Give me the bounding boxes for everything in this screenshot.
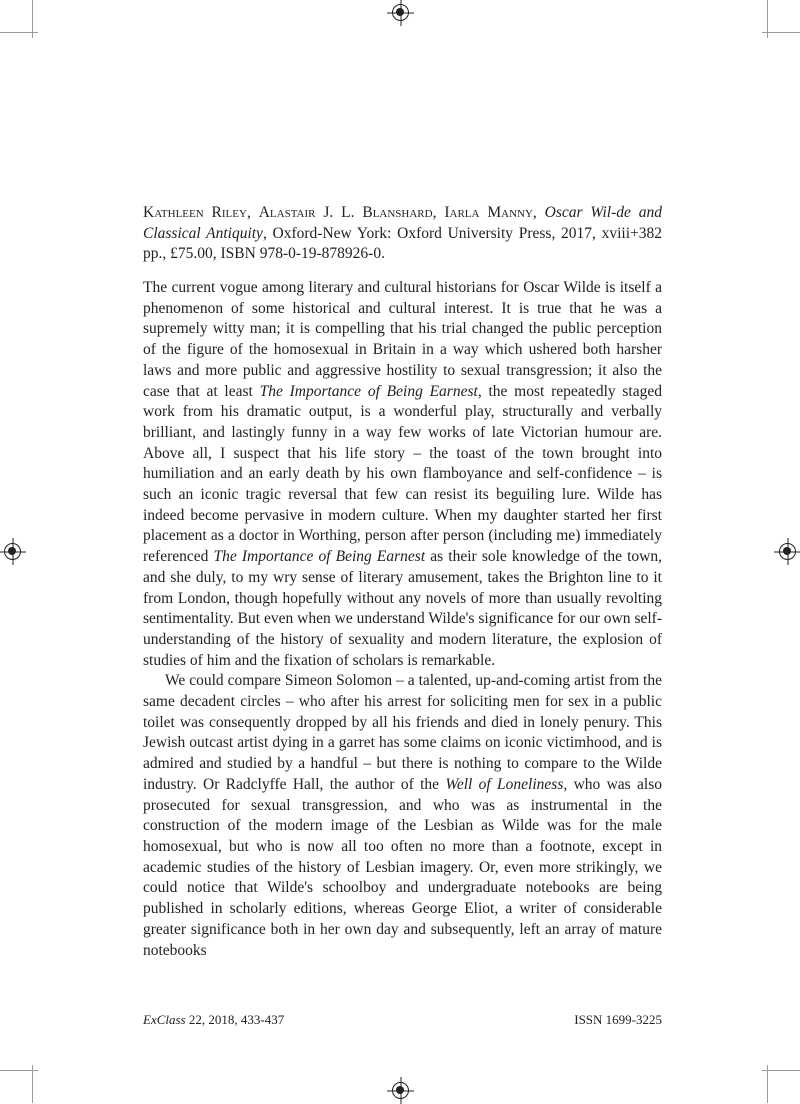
paragraph-1: The current vogue among literary and cultural historians for Oscar Wilde is itself a phenomenon of some historical and cultural interest. It is true that he was a supremely witty man; it is compelling that his trial changed the public perception of the figure of the homosexual in Britain in a way which ushered both harsher laws and more public and aggressive hostility to sexual transgression; it also the case that at least The Importance of Being Earnest, the most repeatedly staged work from his dramatic output, is a wonderful play, structurally and verbally brilliant, and lastingly funny in a way few works of late Victorian humour are. Above all, I suspect that his life story – the toast of the town brought into humiliation and an early death by his own flamboyance and self-confidence – is such an iconic tragic reversal that few can resist its beguiling lure. Wilde has indeed become pervasive in modern culture. When my daughter started her first placement as a doctor in Worthing, person after person (including me) immediately referenced The Importance of Being Earnest as their sole knowledge of the town, and she duly, to my wry sense of literary amusement, takes the Brighton line to it from London, though hopefully without any novels of more than usually revolting sentimentality. But even when we understand Wilde's significance for our own self-understanding of the history of sexuality and modern literature, the explosion of studies of him and the fixation of scholars is remarkable. [143, 279, 663, 669]
issn: ISSN 1699-3225 [574, 1012, 662, 1027]
author-1: Kathleen Riley [143, 204, 247, 221]
journal-citation: ExClass 22, 2018, 433-437 [143, 1012, 285, 1027]
crop-mark-top-left-h [0, 32, 38, 33]
review-body [143, 278, 662, 961]
registration-mark-top-icon [392, 4, 409, 21]
crop-mark-bottom-right-h [762, 1070, 800, 1071]
review-header: Kathleen Riley, Alastair J. L. Blanshard, Iarla Manny, Oscar Wil-de and Classical Antiquity, Oxford-New York: Oxford University Press, 2017, xviii+382 pp., £75.00, ISBN 978-0-19-878926-0. [143, 204, 663, 263]
crop-mark-top-right-h [762, 32, 800, 33]
paragraph-2: We could compare Simeon Solomon – a talented, up-and-coming artist from the same decadent circles – who after his arrest for soliciting men for sex in a public toilet was consequently dropped by all his friends and died in lonely penury. This Jewish outcast artist dying in a garret has some claims on iconic victimhood, and is admired and studied by a handful – but there is nothing to compare to the Wilde industry. Or Radclyffe Hall, the author of the Well of Loneliness, who was also prosecuted for sexual transgression, and who was as instrumental in the construction of the modern image of the Lesbian as Wilde was for the male homosexual, but who is now all too often no more than a footnote, except in academic studies of the history of Lesbian imagery. Or, even more strikingly, we could notice that Wilde's schoolboy and undergraduate notebooks are being published in scholarly editions, whereas George Eliot, a writer of considerable greater significance both in her own day and subsequently, left an array of mature notebooks [143, 672, 662, 959]
page-footer [143, 1012, 662, 1028]
crop-mark-bottom-left-h [0, 1070, 38, 1071]
registration-mark-left-icon [4, 543, 21, 560]
registration-mark-right-icon [779, 543, 796, 560]
author-2: Alastair J. L. Blanshard [258, 204, 433, 221]
registration-mark-bottom-icon [392, 1082, 409, 1099]
publication-details: , Oxford-New York: Oxford University Press, 2017, xviii+382 pp., £75.00, ISBN 978-0-19-878926-0. [143, 224, 663, 263]
book-title: Oscar Wil-de and Classical Antiquity [143, 204, 663, 242]
author-3: Iarla Manny [444, 204, 533, 221]
